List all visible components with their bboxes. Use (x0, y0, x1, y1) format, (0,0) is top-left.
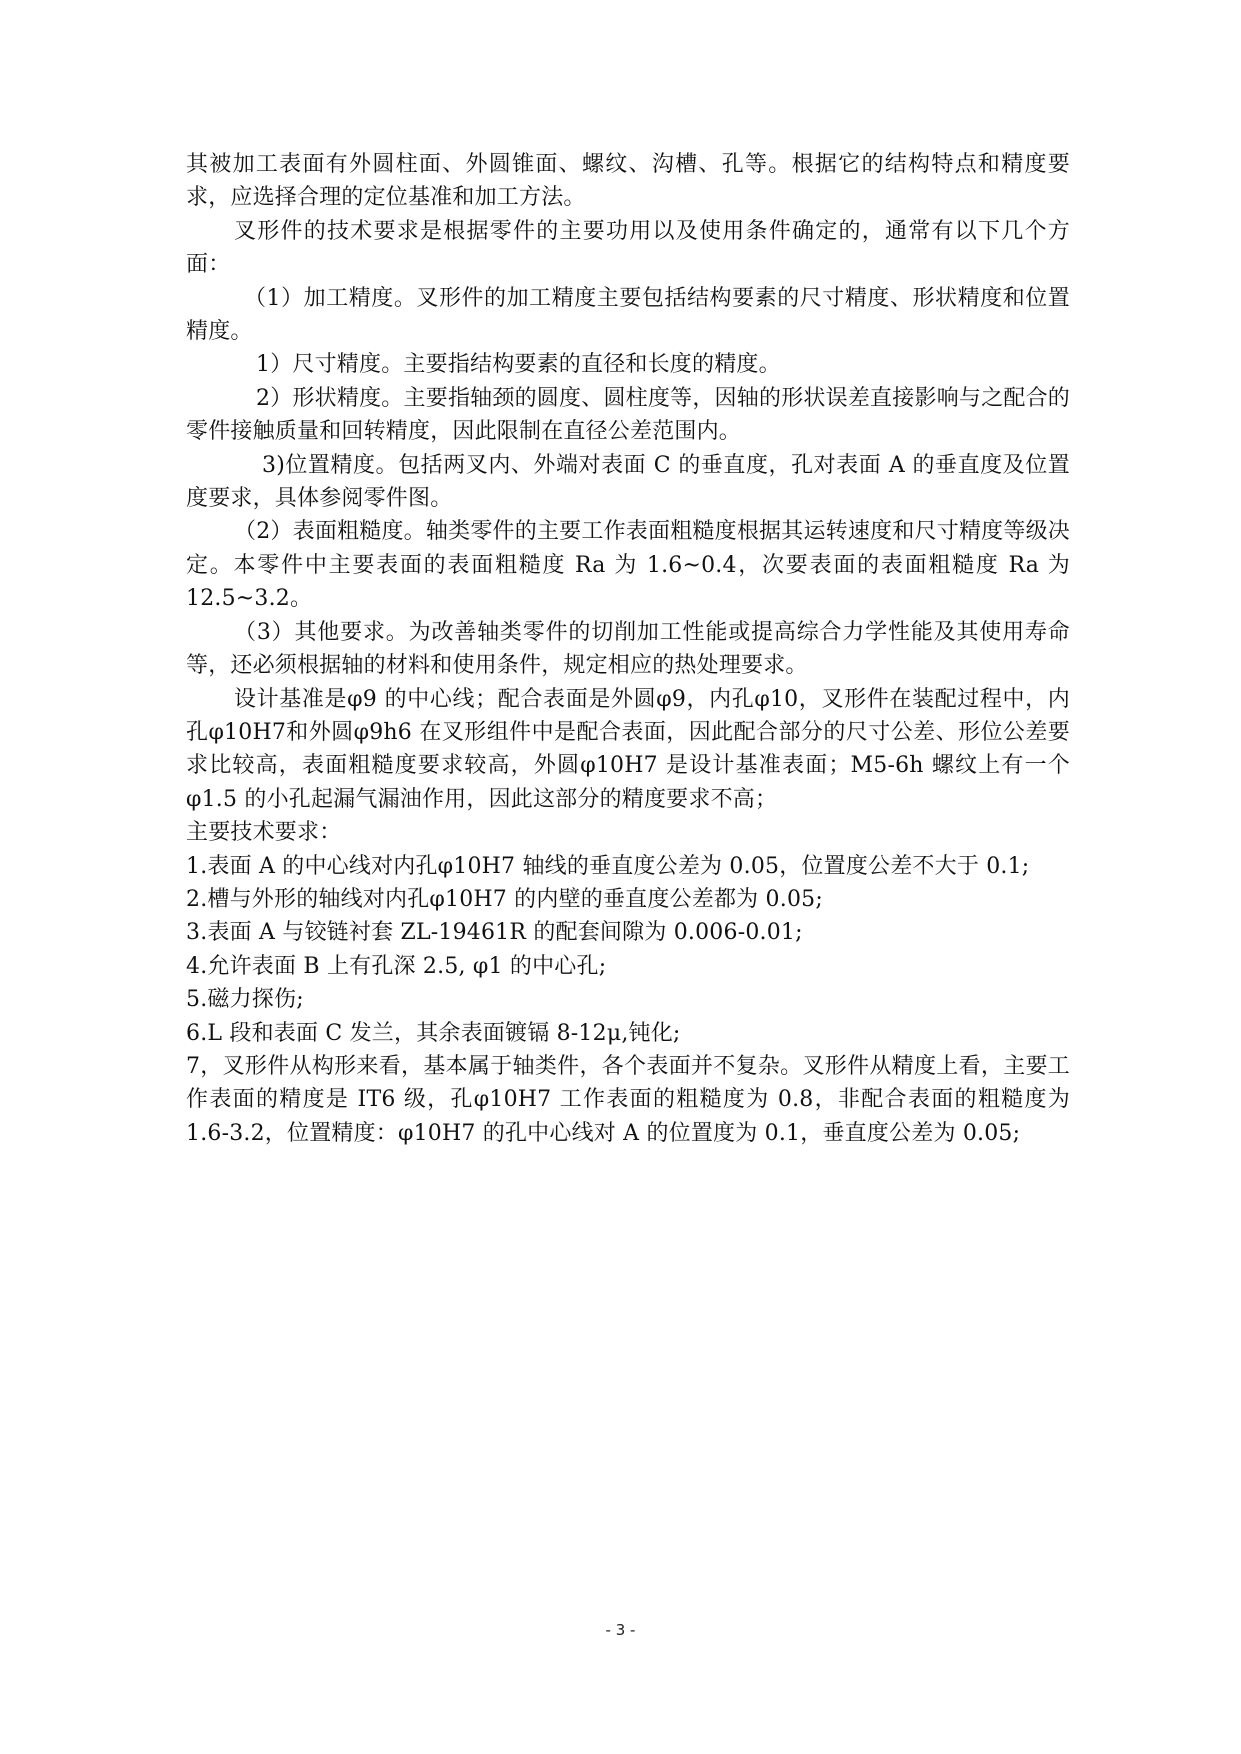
paragraph-dimensional-accuracy: 1）尺寸精度。主要指结构要素的直径和长度的精度。 (256, 352, 781, 378)
list-item-5: 5.磁力探伤; (186, 987, 304, 1013)
list-item-6: 6.L 段和表面 C 发兰，其余表面镀镉 8-12μ,钝化; (186, 1020, 681, 1046)
paragraph-other-requirements: （3）其他要求。为改善轴类零件的切削加工性能或提高综合力学性能及其使用寿命等，还必须根据轴的材料和使用条件，规定相应的热处理要求。 (186, 619, 1070, 679)
page-number: - 3 - (605, 1621, 636, 1639)
paragraph-surface-roughness: （2）表面粗糙度。轴类零件的主要工作表面粗糙度根据其运转速度和尺寸精度等级决定。本零件中主要表面的表面粗糙度 Ra 为 1.6~0.4，次要表面的表面粗糙度 Ra 为 12.5~3.2。 (186, 519, 1070, 612)
list-item-7: 7，叉形件从构形来看，基本属于轴类件，各个表面并不复杂。叉形件从精度上看，主要工作表面的精度是 IT6 级，孔φ10H7 工作表面的粗糙度为 0.8，非配合表面的粗糙度为 1.6-3.2，位置精度：φ10H7 的孔中心线对 A 的位置度为 0.1，垂直度公差为 0.05; (186, 1053, 1070, 1146)
heading-main-requirements: 主要技术要求： (186, 820, 342, 846)
list-item-3: 3.表面 A 与铰链衬套 ZL-19461R 的配套间隙为 0.006-0.01; (186, 920, 803, 946)
paragraph-intro: 其被加工表面有外圆柱面、外圆锥面、螺纹、沟槽、孔等。根据它的结构特点和精度要求，应选择合理的定位基准和加工方法。 (186, 152, 1070, 211)
list-item-2: 2.槽与外形的轴线对内孔φ10H7 的内壁的垂直度公差都为 0.05; (186, 886, 823, 912)
paragraph-design-datum: 设计基准是φ9 的中心线；配合表面是外圆φ9，内孔φ10，叉形件在装配过程中，内孔φ10H7和外圆φ9h6 在叉形组件中是配合表面，因此配合部分的尺寸公差、形位公差要求比较高，表面粗糙度要求较高，外圆φ10H7 是设计基准表面；M5-6h 螺纹上有一个φ1.5 的小孔起漏气漏油作用，因此这部分的精度要求不高； (186, 686, 1070, 812)
list-item-4: 4.允许表面 B 上有孔深 2.5, φ1 的中心孔; (186, 953, 607, 979)
paragraph-machining-accuracy: （1）加工精度。叉形件的加工精度主要包括结构要素的尺寸精度、形状精度和位置精度。 (186, 285, 1070, 345)
paragraph-tech-requirements: 叉形件的技术要求是根据零件的主要功用以及使用条件确定的，通常有以下几个方面： (186, 218, 1070, 278)
paragraph-shape-accuracy: 2）形状精度。主要指轴颈的圆度、圆柱度等，因轴的形状误差直接影响与之配合的零件接触质量和回转精度，因此限制在直径公差范围内。 (186, 385, 1070, 445)
paragraph-position-accuracy: 3)位置精度。包括两叉内、外端对表面 C 的垂直度，孔对表面 A 的垂直度及位置度要求，具体参阅零件图。 (186, 452, 1070, 512)
document-body (186, 148, 1070, 1150)
list-item-1: 1.表面 A 的中心线对内孔φ10H7 轴线的垂直度公差为 0.05，位置度公差不大于 0.1; (186, 853, 1030, 879)
